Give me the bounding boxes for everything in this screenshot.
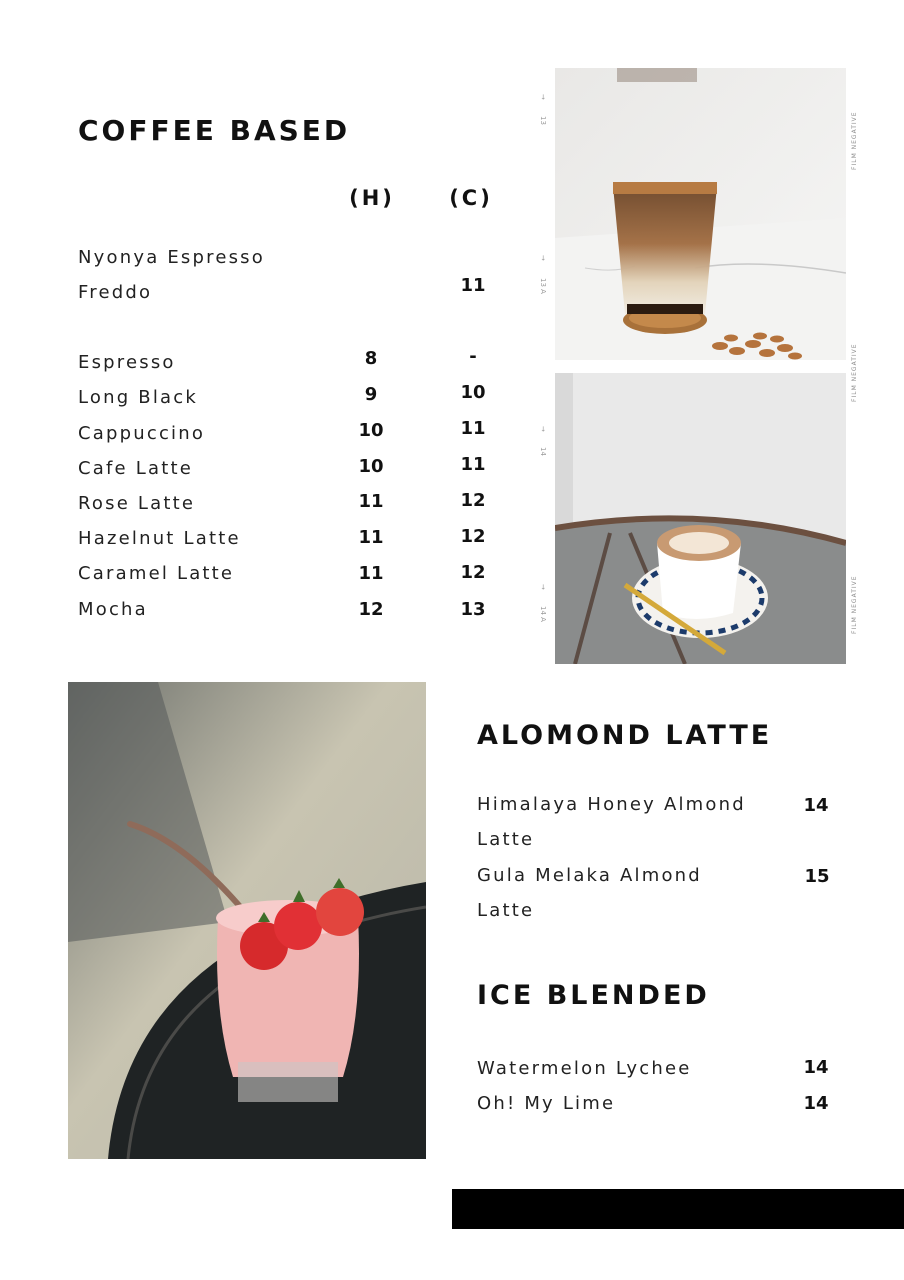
menu-item-cold-price: 12 (460, 562, 486, 583)
menu-item-cold-price: 11 (460, 418, 486, 439)
film-negative-label: FILM NEGATIVE (851, 111, 858, 170)
film-arrow: → (539, 426, 547, 432)
menu-item-cold-price: - (469, 346, 477, 367)
film-frame-number: 14 (539, 447, 547, 456)
menu-item-name: Watermelon Lychee (477, 1058, 692, 1079)
film-frame-number: 14 A (539, 606, 547, 622)
menu-item-name: Cafe Latte (78, 458, 193, 479)
menu-item-name: Cappuccino (78, 423, 206, 444)
menu-item-hot-price: 11 (358, 563, 384, 584)
menu-item-hot-price: 11 (358, 527, 384, 548)
menu-item-name-cont: Latte (477, 900, 535, 921)
blended-section-title: ICE BLENDED (477, 980, 710, 1011)
strawberry-drink-photo (68, 682, 426, 1159)
coffee-section-title: COFFEE BASED (78, 114, 351, 147)
menu-item-cold-price: 10 (460, 382, 486, 403)
film-frame-number: 13 A (539, 278, 547, 294)
menu-item-hot-price: 10 (358, 456, 384, 477)
menu-item-name: Caramel Latte (78, 563, 235, 584)
menu-item-cold-price: 11 (460, 454, 486, 475)
film-arrow: → (539, 584, 547, 590)
menu-item-hot-price: 10 (358, 420, 384, 441)
menu-item-name: Nyonya Espresso (78, 247, 265, 268)
menu-item-price: 14 (803, 1057, 829, 1078)
menu-item-name-cont: Freddo (78, 282, 153, 303)
menu-item-cold-price: 13 (460, 599, 486, 620)
film-arrow: → (539, 94, 547, 100)
iced-coffee-photo (555, 68, 846, 360)
menu-item-cold-price: 12 (460, 526, 486, 547)
film-negative-label: FILM NEGATIVE (851, 575, 858, 634)
almond-section-title: ALOMOND LATTE (477, 720, 773, 751)
menu-item-name: Mocha (78, 599, 148, 620)
menu-item-name: Gula Melaka Almond (477, 865, 702, 886)
latte-art-photo (555, 373, 846, 664)
menu-item-name: Himalaya Honey Almond (477, 794, 746, 815)
menu-item-price: 14 (803, 1093, 829, 1114)
menu-item-name-cont: Latte (477, 829, 535, 850)
menu-item-hot-price: 9 (364, 384, 378, 405)
menu-item-name: Espresso (78, 352, 176, 373)
menu-item-cold-price: 12 (460, 490, 486, 511)
menu-item-name: Rose Latte (78, 493, 196, 514)
cold-column-header: (C) (449, 186, 493, 210)
menu-item-cold-price: 11 (460, 275, 486, 296)
menu-item-name: Oh! My Lime (477, 1093, 616, 1114)
menu-item-hot-price: 8 (364, 348, 378, 369)
menu-item-price: 14 (803, 795, 829, 816)
hot-column-header: (H) (349, 186, 395, 210)
menu-item-name: Long Black (78, 387, 198, 408)
menu-item-price: 15 (804, 866, 830, 887)
menu-item-hot-price: 11 (358, 491, 384, 512)
film-negative-label: FILM NEGATIVE (851, 343, 858, 402)
film-frame-number: 13 (539, 116, 547, 125)
footer-bar (452, 1189, 904, 1229)
menu-item-hot-price: 12 (358, 599, 384, 620)
film-arrow: → (539, 255, 547, 261)
menu-item-name: Hazelnut Latte (78, 528, 241, 549)
